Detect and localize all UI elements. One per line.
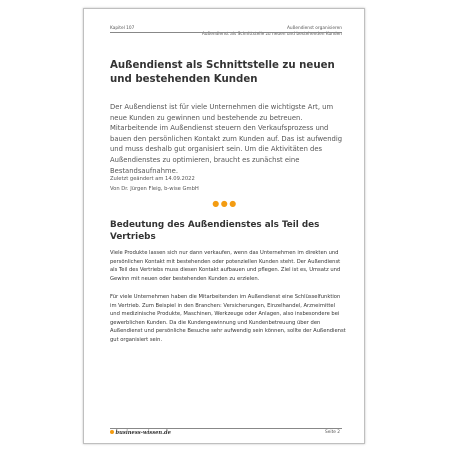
section-heading: Bedeutung des Außendienstes als Teil des Vertriebs [110,220,320,243]
header-divider [110,32,342,33]
logo-dot-icon [110,430,114,434]
footer-logo [110,430,171,436]
section-separator: ●●● [212,199,238,208]
header-chapter: Kapitel 107 [110,26,135,31]
document-page [83,8,365,444]
footer-divider [110,428,342,429]
body-paragraph: Für viele Unternehmen haben die Mitarbeitenden im Außendienst eine Schlüsselfunktion im Vertrieb. Zum Beispiel in den Branchen: Versicherungen, Einzelhandel, Arzneimittel und medizinische Produkte, Maschinen, Werkzeuge oder Anlagen, also insbesondere bei gewerblichen Kunden. Da die Kundengewinnung und Kundenbetreuung über den Außendienst und persönliche Besuche sehr aufwendig sein können, sollte der Außendienst gut organisiert sein. [110,294,346,343]
page-number: Seite 2 [325,430,340,435]
article-meta [110,175,342,194]
updated-date: Zuletzt geändert am 14.09.2022 [110,176,195,182]
body-paragraph: Viele Produkte lassen sich nur dann verkaufen, wenn das Unternehmen im direkten und persönlichen Kontakt mit bestehenden oder potenziellen Kunden steht. Der Außendienst als Teil des Vertriebs muss diesen Kontakt aufbauen und pflegen. Ziel ist es, Umsatz und Gewinn mit neuen oder bestehenden Kunden zu erzielen. [110,250,341,282]
article-intro: Der Außendienst ist für viele Unternehmen die wichtigste Art, um neue Kunden zu gewinnen und bestehende zu betreuen. Mitarbeitende im Außendienst steuern den Verkaufsprozess und bauen den persönlichen Kontakt zum Kunden auf. Das ist aufwendig und muss deshalb gut organisiert sein. Um die Aktivitäten des Außendienstes zu optimieren, braucht es zunächst eine Bestandsaufnahme. [110,103,343,175]
header-section: Außendienst organisieren [286,26,342,31]
article-title: Außendienst als Schnittstelle zu neuen und bestehenden Kunden [110,60,335,85]
header-subsection: Außendienst als Schnittstelle zu neuen und bestehenden Kunden [201,32,342,37]
author-line: Von Dr. Jürgen Fleig, b-wise GmbH [110,185,199,192]
logo-text: business-wissen.de [115,430,171,436]
